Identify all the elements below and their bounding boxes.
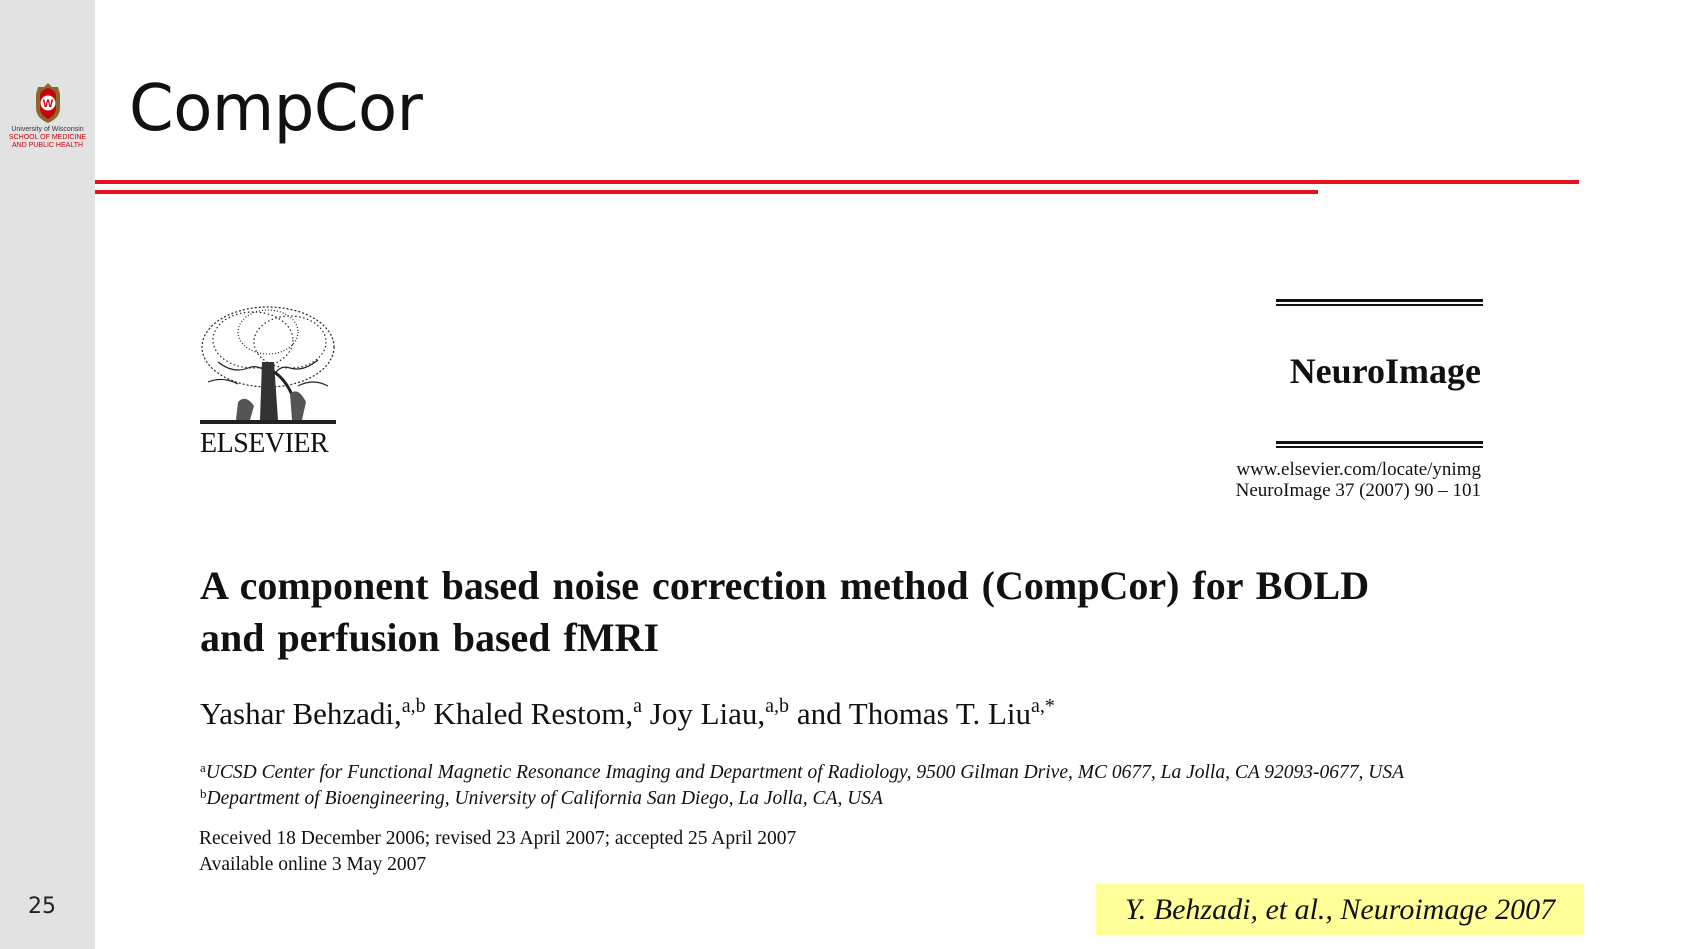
- university-logo: [0, 82, 95, 150]
- logo-line-3: AND PUBLIC HEALTH: [11, 142, 84, 149]
- affiliation-line: $^b$Department of Bioengineering, University of California San Diego, La Jolla, CA, USA: [200, 786, 883, 809]
- title-rule-top: [95, 180, 1579, 184]
- journal-rule-bottom: [1276, 441, 1483, 448]
- paper-title: [200, 560, 1490, 664]
- journal-rule-top: [1276, 299, 1483, 306]
- paper-title-line-1: A component based noise correction method (CompCor) for BOLD: [200, 563, 1370, 608]
- author-list: [200, 696, 1055, 732]
- slide-sidebar: [0, 0, 95, 949]
- paper-title-line-2: and perfusion based fMRI: [200, 615, 660, 660]
- affiliation-line: $^a$UCSD Center for Functional Magnetic Resonance Imaging and Department of Radiology, 9500 Gilman Drive, MC 0677, La Jolla, CA 92093-0677, USA: [200, 760, 1405, 783]
- author-name: Khaled Restom,: [433, 696, 634, 731]
- publisher-name: ELSEVIER: [200, 428, 329, 459]
- affiliations: [200, 760, 1404, 812]
- author-affiliation-mark: a,*: [1031, 695, 1055, 717]
- elsevier-tree-icon: [198, 302, 338, 428]
- author-name: and Thomas T. Liu: [796, 696, 1032, 731]
- author-affiliation-mark: a,b: [765, 695, 790, 717]
- title-rule-bottom: [95, 190, 1318, 194]
- logo-line-2: SCHOOL OF MEDICINE: [8, 134, 87, 141]
- university-crest-icon: [33, 82, 63, 124]
- svg-text:W: W: [42, 98, 53, 110]
- slide-number: 25: [28, 894, 56, 919]
- journal-url[interactable]: www.elsevier.com/locate/ynimg: [1236, 459, 1481, 480]
- citation-box: Y. Behzadi, et al., Neuroimage 2007: [1096, 884, 1584, 935]
- received-dates: Received 18 December 2006; revised 23 April 2007; accepted 25 April 2007: [199, 828, 797, 849]
- author-name: Joy Liau,: [649, 696, 766, 731]
- journal-meta: [1236, 459, 1481, 501]
- author-name: Yashar Behzadi,: [200, 696, 402, 731]
- journal-volume: NeuroImage 37 (2007) 90 – 101: [1235, 480, 1481, 501]
- author-affiliation-mark: a: [633, 695, 643, 717]
- logo-line-1: University of Wisconsin: [11, 126, 84, 133]
- publication-dates: [199, 826, 796, 878]
- journal-name: NeuroImage: [1289, 351, 1481, 391]
- available-date: Available online 3 May 2007: [199, 854, 427, 875]
- slide-title: CompCor: [129, 72, 423, 146]
- author-affiliation-mark: a,b: [401, 695, 426, 717]
